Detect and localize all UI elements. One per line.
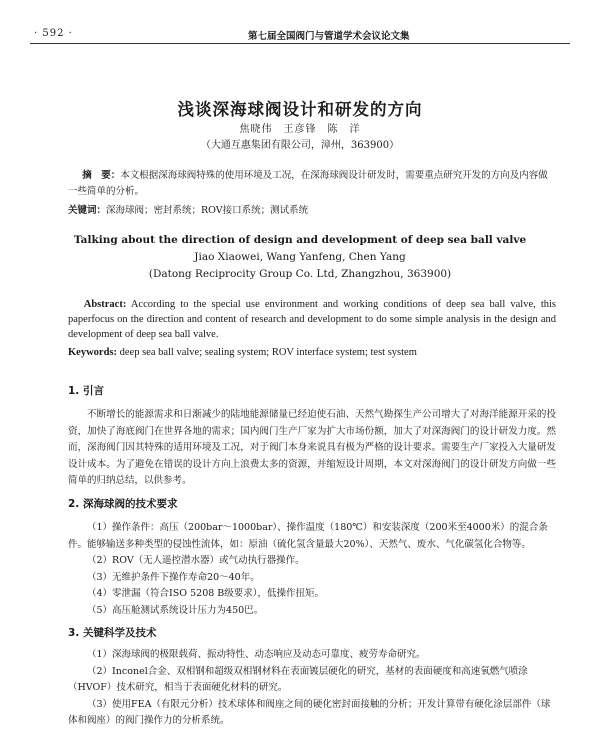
abstract-text-zh: 本文根据深海球阀特殊的使用环境及工况，在深海球阀设计研发时，需要重点研究开发的方向及内容做一些简单的分析。 (68, 170, 548, 197)
list-item: （3）无维护条件下操作寿命20～40年。 (87, 571, 260, 583)
list-item: （1）操作条件：高压（200bar～1000bar）、操作温度（180℃）和安装深度（200米至4000米）的混合条件。能够输送多种类型的侵蚀性流体，如：原油（硫化氢含量最大20%）、天然气、废水、气化碳氢化合物等。 (68, 522, 548, 550)
abstract-text-en: According to the special use environment and working conditions of deep sea ball valve, this paperfocus on the direction and content of research and development to do some simple analysis in the design and development of deep sea ball valve. (68, 299, 556, 340)
page-number: · 592 · (34, 28, 73, 39)
header-rule (30, 43, 570, 44)
keywords-text-en: deep sea ball valve; sealing system; ROV interface system; test system (117, 347, 417, 358)
technical-requirements-list (68, 520, 556, 619)
section-heading-introduction: 1. 引言 (68, 385, 104, 397)
english-affiliation: (Datong Reciprocity Group Co. Ltd, Zhangzhou, 363900) (148, 268, 452, 280)
abstract-label-en: Abstract: (83, 299, 127, 310)
keywords-label-zh: 关键词： (68, 205, 107, 216)
keywords-text-zh: 深海球阀；密封系统；ROV接口系统；测试系统 (106, 205, 309, 216)
running-header (30, 26, 570, 46)
list-item: （3）使用FEA（有限元分析）技术球体和阀座之间的硬化密封面接触的分析；开发计算带有硬化涂层部件（球体和阀座）的阀门操作力的分析系统。 (68, 698, 551, 726)
chinese-title: 浅谈深海球阀设计和研发的方向 (177, 100, 423, 119)
section-heading-key-technology: 3. 关键科学及技术 (68, 627, 157, 639)
chinese-keywords (68, 203, 556, 219)
chinese-authors: 焦晓伟 王彦锋 陈 洋 (239, 124, 361, 135)
english-title: Talking about the direction of design and development of deep sea ball valve (73, 234, 527, 246)
list-item: （2）Inconel合金、双相钢和超级双相钢材料在表面镀层硬化的研究，基材的表面硬度和高速氧燃气喷涂（HVOF）技术研究，相当于表面硬化材料的研究。 (68, 665, 528, 693)
journal-title: 第七届全国阀门与管道学术会议论文集 (248, 31, 410, 42)
english-abstract (68, 297, 556, 342)
list-item: （4）零泄漏（符合ISO 5208 B级要求），低操作扭矩。 (87, 588, 325, 599)
list-item: （1）深海球阀的极限载荷、振动特性、动态响应及动态可靠度、疲劳寿命研究。 (87, 649, 426, 660)
list-item: （2）ROV（无人遥控潜水器）或气动执行器操作。 (87, 555, 305, 566)
keywords-label-en: Keywords: (68, 347, 117, 358)
introduction-paragraph: 不断增长的能源需求和日渐减少的陆地能源储量已经迫使石油、天然气勘探生产公司增大了对海洋能源开采的投资，加快了海底阀门在世界各地的需求；国内阀门生产厂家为扩大市场份额，加大了对深海阀门的设计研发力度。然而，深海阀门因其特殊的适用环境及工况，对于阀门本身来说具有极为严格的设计要求。需要生产厂家投入大量研发设计成本。为了避免在错误的设计方向上浪费太多的资源，并缩短设计周期，本文对深海阀门的设计研发方向做一些简单的归纳总结，以供参考。 (68, 409, 556, 486)
chinese-affiliation: （大通互惠集团有限公司，漳州，363900） (200, 140, 400, 151)
key-technology-list (68, 647, 556, 730)
chinese-abstract (68, 168, 556, 200)
english-authors: Jiao Xiaowei, Wang Yanfeng, Chen Yang (194, 251, 406, 263)
english-keywords (68, 345, 556, 361)
section-heading-technical-requirements: 2. 深海球阀的技术要求 (68, 498, 178, 510)
abstract-label-zh: 摘 要： (82, 170, 121, 181)
list-item: （5）高压舱测试系统设计压力为450巴。 (87, 604, 264, 616)
